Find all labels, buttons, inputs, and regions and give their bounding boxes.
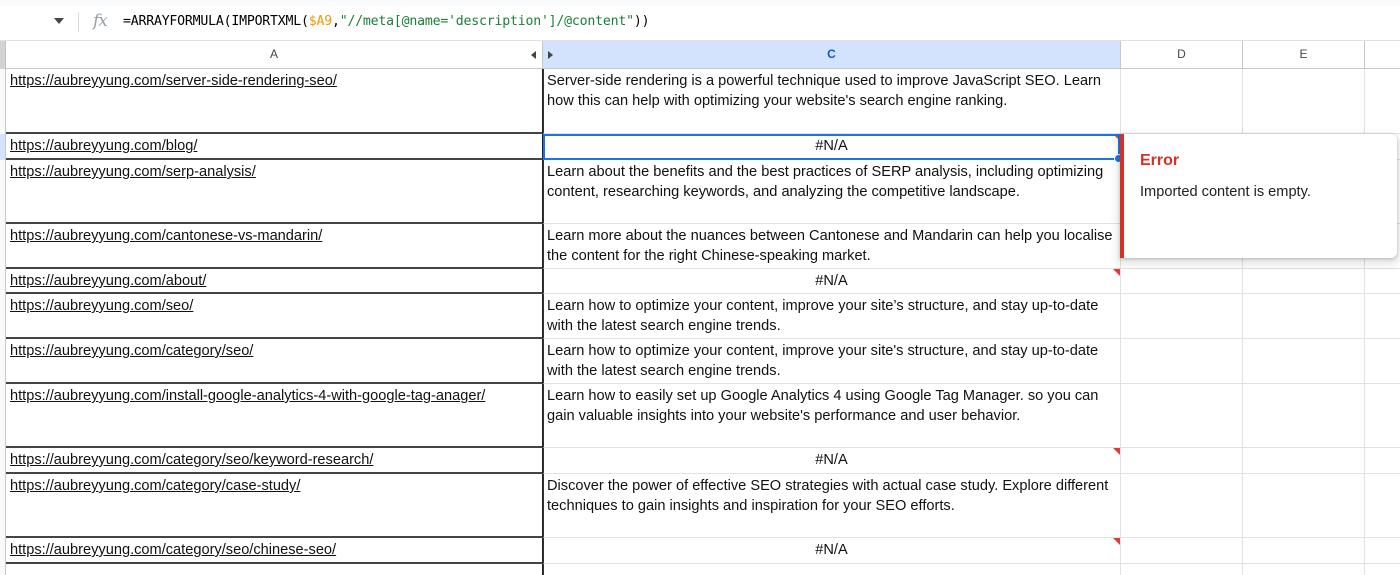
cell-f[interactable] — [1365, 294, 1400, 339]
description-text: Learn how to optimize your content, improve your site's structure, and stay up-to-date with the latest search engine trends. — [547, 343, 1099, 379]
column-header-a[interactable]: A — [6, 41, 543, 69]
description-cell[interactable] — [543, 564, 1121, 575]
formula-separator: , — [331, 14, 340, 29]
description-cell[interactable] — [543, 474, 1121, 538]
cell-e[interactable] — [1243, 538, 1365, 564]
formula-cell-reference: $A9 — [308, 14, 332, 29]
description-cell[interactable] — [543, 339, 1121, 384]
description-cell[interactable] — [543, 538, 1121, 564]
url-link[interactable]: https://aubreyyung.com/category/seo/chinese-seo/ — [10, 542, 337, 558]
cell-d[interactable] — [1121, 538, 1243, 564]
cell-e[interactable] — [1243, 269, 1365, 294]
column-header-e[interactable]: E — [1243, 41, 1365, 69]
description-cell[interactable] — [543, 69, 1121, 134]
description-text: #N/A — [815, 138, 848, 154]
url-link[interactable]: https://aubreyyung.com/category/case-study/ — [10, 478, 301, 494]
description-text: Learn how to optimize your content, improve your site’s structure, and stay up-to-date with the latest search engine trends. — [547, 298, 1099, 334]
column-header-d[interactable]: D — [1121, 41, 1243, 69]
description-text: Server-side rendering is a powerful technique used to improve JavaScript SEO. Learn how this can help with optimizing your website's search engine ranking. — [547, 73, 1102, 109]
description-text: Learn more about the nuances between Cantonese and Mandarin can help you localise the content for the right Chinese-speaking market. — [547, 228, 1113, 264]
toolbar-strip — [0, 0, 1400, 6]
url-cell[interactable] — [6, 294, 543, 339]
formula-input[interactable] — [123, 14, 649, 29]
description-text: #N/A — [815, 542, 848, 558]
column-headers — [0, 41, 1400, 69]
url-link[interactable]: https://aubreyyung.com/server-side-rendering-seo/ — [10, 73, 337, 89]
description-cell[interactable] — [543, 224, 1121, 269]
url-cell[interactable] — [6, 224, 543, 269]
description-text: #N/A — [815, 273, 848, 289]
url-cell[interactable] — [6, 160, 543, 224]
description-cell[interactable] — [543, 448, 1121, 474]
cell-e[interactable] — [1243, 448, 1365, 474]
description-cell[interactable] — [543, 160, 1121, 224]
url-cell[interactable] — [6, 448, 543, 474]
cell-f[interactable] — [1365, 448, 1400, 474]
table-row — [0, 538, 1400, 564]
url-cell[interactable] — [6, 564, 543, 575]
table-row — [0, 564, 1400, 575]
description-cell[interactable] — [543, 134, 1121, 160]
url-cell[interactable] — [6, 384, 543, 448]
cell-e[interactable] — [1243, 294, 1365, 339]
error-message: Imported content is empty. — [1140, 184, 1311, 200]
cell-d[interactable] — [1121, 294, 1243, 339]
url-link[interactable]: https://aubreyyung.com/category/seo/keyword-research/ — [10, 452, 374, 468]
url-link[interactable]: https://aubreyyung.com/blog/ — [10, 138, 198, 154]
cell-e[interactable] — [1243, 384, 1365, 448]
description-cell[interactable] — [543, 294, 1121, 339]
cell-d[interactable] — [1121, 269, 1243, 294]
description-text: Learn about the benefits and the best practices of SERP analysis, including optimizing content, researching keywords, and analyzing the competitive landscape. — [547, 164, 1104, 200]
url-link[interactable]: https://aubreyyung.com/seo/ — [10, 298, 194, 314]
error-indicator-icon[interactable] — [1113, 269, 1120, 276]
description-text: Learn how to easily set up Google Analytics 4 using Google Tag Manager. so you can gain valuable insights into your website's performance and user behavior. — [547, 388, 1099, 424]
cell-e[interactable] — [1243, 339, 1365, 384]
url-link[interactable]: https://aubreyyung.com/cantonese-vs-mandarin/ — [10, 228, 323, 244]
url-cell[interactable] — [6, 474, 543, 538]
table-row — [0, 294, 1400, 339]
unhide-right-arrow-icon[interactable] — [548, 51, 553, 59]
url-link[interactable]: https://aubreyyung.com/category/seo/ — [10, 343, 254, 359]
error-tooltip — [1120, 134, 1397, 258]
url-link[interactable]: https://aubreyyung.com/serp-analysis/ — [10, 164, 256, 180]
name-box-dropdown-icon[interactable] — [54, 18, 64, 24]
cell-d[interactable] — [1121, 564, 1243, 575]
description-text: #N/A — [815, 452, 848, 468]
table-row — [0, 474, 1400, 538]
cell-f[interactable] — [1365, 564, 1400, 575]
error-title: Error — [1140, 152, 1180, 169]
url-cell[interactable] — [6, 69, 543, 134]
url-link[interactable]: https://aubreyyung.com/about/ — [10, 273, 207, 289]
cell-d[interactable] — [1121, 448, 1243, 474]
table-row — [0, 339, 1400, 384]
formula-bar-divider — [78, 12, 79, 32]
description-cell[interactable] — [543, 269, 1121, 294]
column-header-c[interactable]: C — [543, 41, 1121, 69]
cell-d[interactable] — [1121, 384, 1243, 448]
description-cell[interactable] — [543, 384, 1121, 448]
formula-bar — [0, 0, 1400, 41]
cell-d[interactable] — [1121, 69, 1243, 134]
cell-e[interactable] — [1243, 564, 1365, 575]
error-indicator-icon[interactable] — [1113, 448, 1120, 455]
url-link[interactable]: https://aubreyyung.com/install-google-analytics-4-with-google-tag-anager/ — [10, 388, 486, 404]
table-row — [0, 384, 1400, 448]
formula-suffix: )) — [633, 14, 650, 29]
error-indicator-icon[interactable] — [1113, 538, 1120, 545]
formula-xpath-string: "//meta[@name='description']/@content" — [339, 14, 634, 29]
table-row — [0, 269, 1400, 294]
cell-f[interactable] — [1365, 269, 1400, 294]
table-row — [0, 69, 1400, 134]
fx-icon: fx — [93, 11, 107, 31]
description-text: Discover the power of effective SEO strategies with actual case study. Explore different techniques to gain insights and inspiration for your SEO efforts. — [547, 478, 1109, 514]
formula-prefix: =ARRAYFORMULA(IMPORTXML( — [123, 14, 309, 29]
table-row — [0, 448, 1400, 474]
error-indicator-icon[interactable] — [1113, 134, 1120, 141]
cell-d[interactable] — [1121, 339, 1243, 384]
unhide-left-arrow-icon[interactable] — [531, 51, 536, 59]
column-header-f[interactable] — [1365, 41, 1400, 69]
cell-f[interactable] — [1365, 69, 1400, 134]
cell-f[interactable] — [1365, 339, 1400, 384]
url-cell[interactable] — [6, 538, 543, 564]
url-cell[interactable] — [6, 339, 543, 384]
url-cell[interactable] — [6, 269, 543, 294]
cell-f[interactable] — [1365, 384, 1400, 448]
cell-f[interactable] — [1365, 474, 1400, 538]
cell-e[interactable] — [1243, 69, 1365, 134]
cell-e[interactable] — [1243, 474, 1365, 538]
cell-d[interactable] — [1121, 474, 1243, 538]
url-cell[interactable] — [6, 134, 543, 160]
cell-f[interactable] — [1365, 538, 1400, 564]
